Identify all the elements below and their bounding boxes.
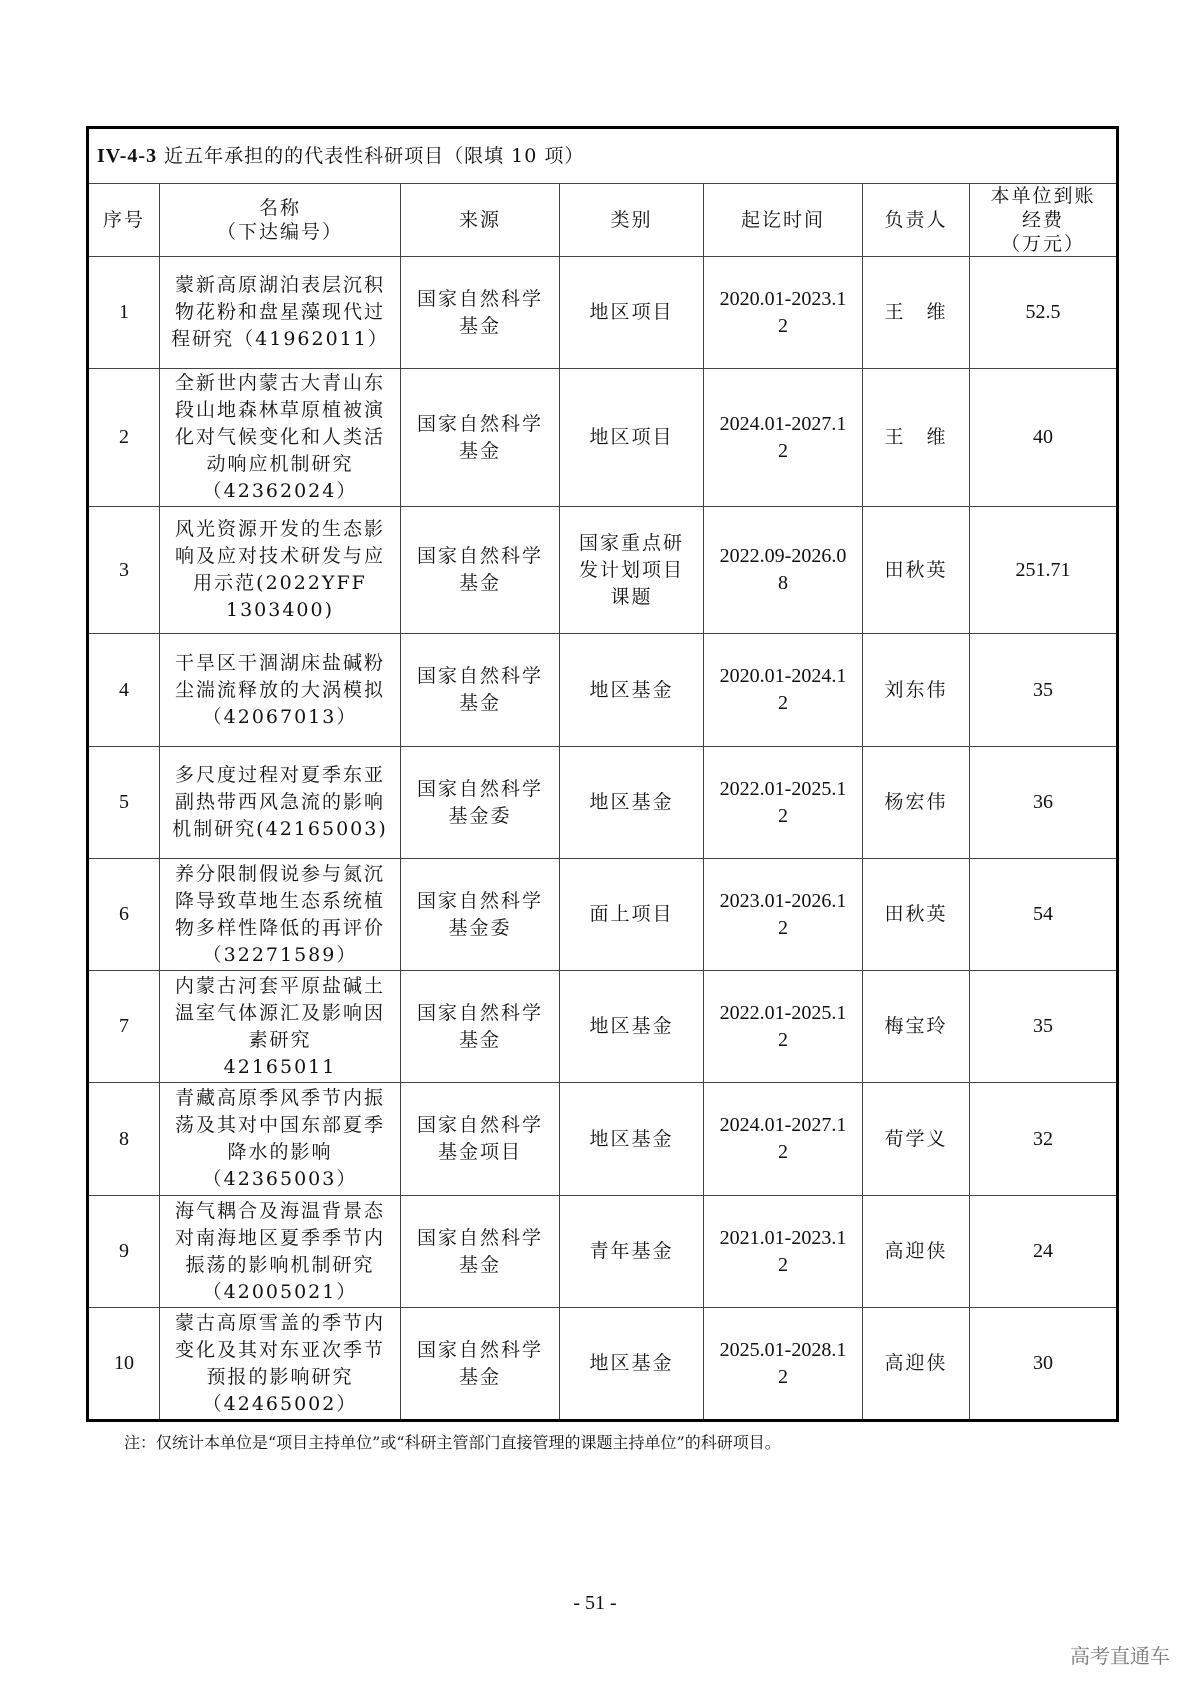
watermark: 高考直通车: [1070, 1644, 1170, 1668]
cell-name: 内蒙古河套平原盐碱土 温室气体源汇及影响因 素研究 42165011: [160, 971, 401, 1083]
cell-source: 国家自然科学 基金: [401, 257, 560, 369]
cell-type: 地区基金: [560, 971, 704, 1083]
cell-funds: 24: [970, 1196, 1118, 1308]
cell-source: 国家自然科学 基金: [401, 369, 560, 507]
cell-no: 5: [88, 747, 160, 859]
footnote: 注：仅统计本单位是“项目主持单位”或“科研主管部门直接管理的课题主持单位”的科研项目。: [124, 1433, 781, 1452]
cell-name: 养分限制假说参与氮沉 降导致草地生态系统植 物多样性降低的再评价 （32271589）: [160, 859, 401, 971]
cell-name: 多尺度过程对夏季东亚 副热带西风急流的影响 机制研究(42165003): [160, 747, 401, 859]
table-row: [88, 971, 1118, 1083]
cell-period: 2023.01-2026.1 2: [704, 859, 863, 971]
cell-type: 地区基金: [560, 1308, 704, 1421]
cell-funds: 36: [970, 747, 1118, 859]
cell-period: 2024.01-2027.1 2: [704, 369, 863, 507]
cell-period: 2021.01-2023.1 2: [704, 1196, 863, 1308]
cell-funds: 35: [970, 971, 1118, 1083]
cell-name: 海气耦合及海温背景态 对南海地区夏季季节内 振荡的影响机制研究 （42005021）: [160, 1196, 401, 1308]
header-period: 起讫时间: [704, 184, 863, 257]
header-type: 类别: [560, 184, 704, 257]
cell-no: 10: [88, 1308, 160, 1421]
cell-leader: 刘东伟: [863, 634, 970, 747]
cell-funds: 40: [970, 369, 1118, 507]
cell-no: 2: [88, 369, 160, 507]
cell-period: 2022.01-2025.1 2: [704, 747, 863, 859]
table-row: [88, 369, 1118, 507]
cell-leader: 荀学义: [863, 1083, 970, 1196]
cell-leader: 杨宏伟: [863, 747, 970, 859]
cell-source: 国家自然科学 基金: [401, 1308, 560, 1421]
cell-no: 3: [88, 507, 160, 634]
cell-no: 9: [88, 1196, 160, 1308]
cell-leader: 高迎侠: [863, 1196, 970, 1308]
table-row: [88, 257, 1118, 369]
cell-leader: 王 维: [863, 369, 970, 507]
title-code: IV-4-3: [97, 144, 158, 167]
cell-leader: 田秋英: [863, 507, 970, 634]
cell-type: 国家重点研 发计划项目 课题: [560, 507, 704, 634]
cell-period: 2024.01-2027.1 2: [704, 1083, 863, 1196]
cell-funds: 251.71: [970, 507, 1118, 634]
table-row: [88, 859, 1118, 971]
cell-no: 4: [88, 634, 160, 747]
table-row: [88, 1083, 1118, 1196]
cell-no: 7: [88, 971, 160, 1083]
table-row: [88, 1308, 1118, 1421]
page-number: - 51 -: [573, 1592, 617, 1614]
table-row: [88, 747, 1118, 859]
research-projects-table: [86, 126, 1119, 1422]
cell-leader: 田秋英: [863, 859, 970, 971]
cell-type: 地区基金: [560, 634, 704, 747]
cell-funds: 35: [970, 634, 1118, 747]
cell-source: 国家自然科学 基金: [401, 634, 560, 747]
header-funds: 本单位到账 经费 （万元）: [970, 184, 1118, 257]
cell-period: 2022.09-2026.0 8: [704, 507, 863, 634]
header-no: 序号: [88, 184, 160, 257]
cell-no: 1: [88, 257, 160, 369]
table-title: [88, 128, 1118, 184]
cell-funds: 52.5: [970, 257, 1118, 369]
header-source: 来源: [401, 184, 560, 257]
cell-source: 国家自然科学 基金项目: [401, 1083, 560, 1196]
cell-type: 青年基金: [560, 1196, 704, 1308]
table-row: [88, 634, 1118, 747]
cell-source: 国家自然科学 基金: [401, 971, 560, 1083]
cell-type: 面上项目: [560, 859, 704, 971]
cell-no: 8: [88, 1083, 160, 1196]
cell-source: 国家自然科学 基金: [401, 1196, 560, 1308]
cell-name: 青藏高原季风季节内振 荡及其对中国东部夏季 降水的影响（42365003）: [160, 1083, 401, 1196]
cell-funds: 30: [970, 1308, 1118, 1421]
cell-name: 风光资源开发的生态影 响及应对技术研发与应 用示范(2022YFF 1303400): [160, 507, 401, 634]
title-text: 近五年承担的的代表性科研项目（限填 10 项）: [157, 144, 585, 167]
table-row: [88, 1196, 1118, 1308]
cell-period: 2020.01-2023.1 2: [704, 257, 863, 369]
cell-name: 干旱区干涸湖床盐碱粉 尘湍流释放的大涡模拟 （42067013）: [160, 634, 401, 747]
cell-type: 地区项目: [560, 369, 704, 507]
cell-period: 2025.01-2028.1 2: [704, 1308, 863, 1421]
cell-funds: 32: [970, 1083, 1118, 1196]
cell-source: 国家自然科学 基金委: [401, 859, 560, 971]
cell-name: 蒙古高原雪盖的季节内 变化及其对东亚次季节 预报的影响研究 （42465002）: [160, 1308, 401, 1421]
cell-type: 地区项目: [560, 257, 704, 369]
cell-type: 地区基金: [560, 747, 704, 859]
cell-leader: 高迎侠: [863, 1308, 970, 1421]
cell-period: 2020.01-2024.1 2: [704, 634, 863, 747]
cell-name: 蒙新高原湖泊表层沉积 物花粉和盘星藻现代过 程研究（41962011）: [160, 257, 401, 369]
header-leader: 负责人: [863, 184, 970, 257]
table-row: [88, 507, 1118, 634]
cell-period: 2022.01-2025.1 2: [704, 971, 863, 1083]
cell-no: 6: [88, 859, 160, 971]
cell-leader: 梅宝玲: [863, 971, 970, 1083]
header-name: 名称 （下达编号）: [160, 184, 401, 257]
cell-leader: 王 维: [863, 257, 970, 369]
cell-type: 地区基金: [560, 1083, 704, 1196]
cell-source: 国家自然科学 基金委: [401, 747, 560, 859]
cell-funds: 54: [970, 859, 1118, 971]
cell-source: 国家自然科学 基金: [401, 507, 560, 634]
cell-name: 全新世内蒙古大青山东 段山地森林草原植被演 化对气候变化和人类活 动响应机制研究 （42362024）: [160, 369, 401, 507]
